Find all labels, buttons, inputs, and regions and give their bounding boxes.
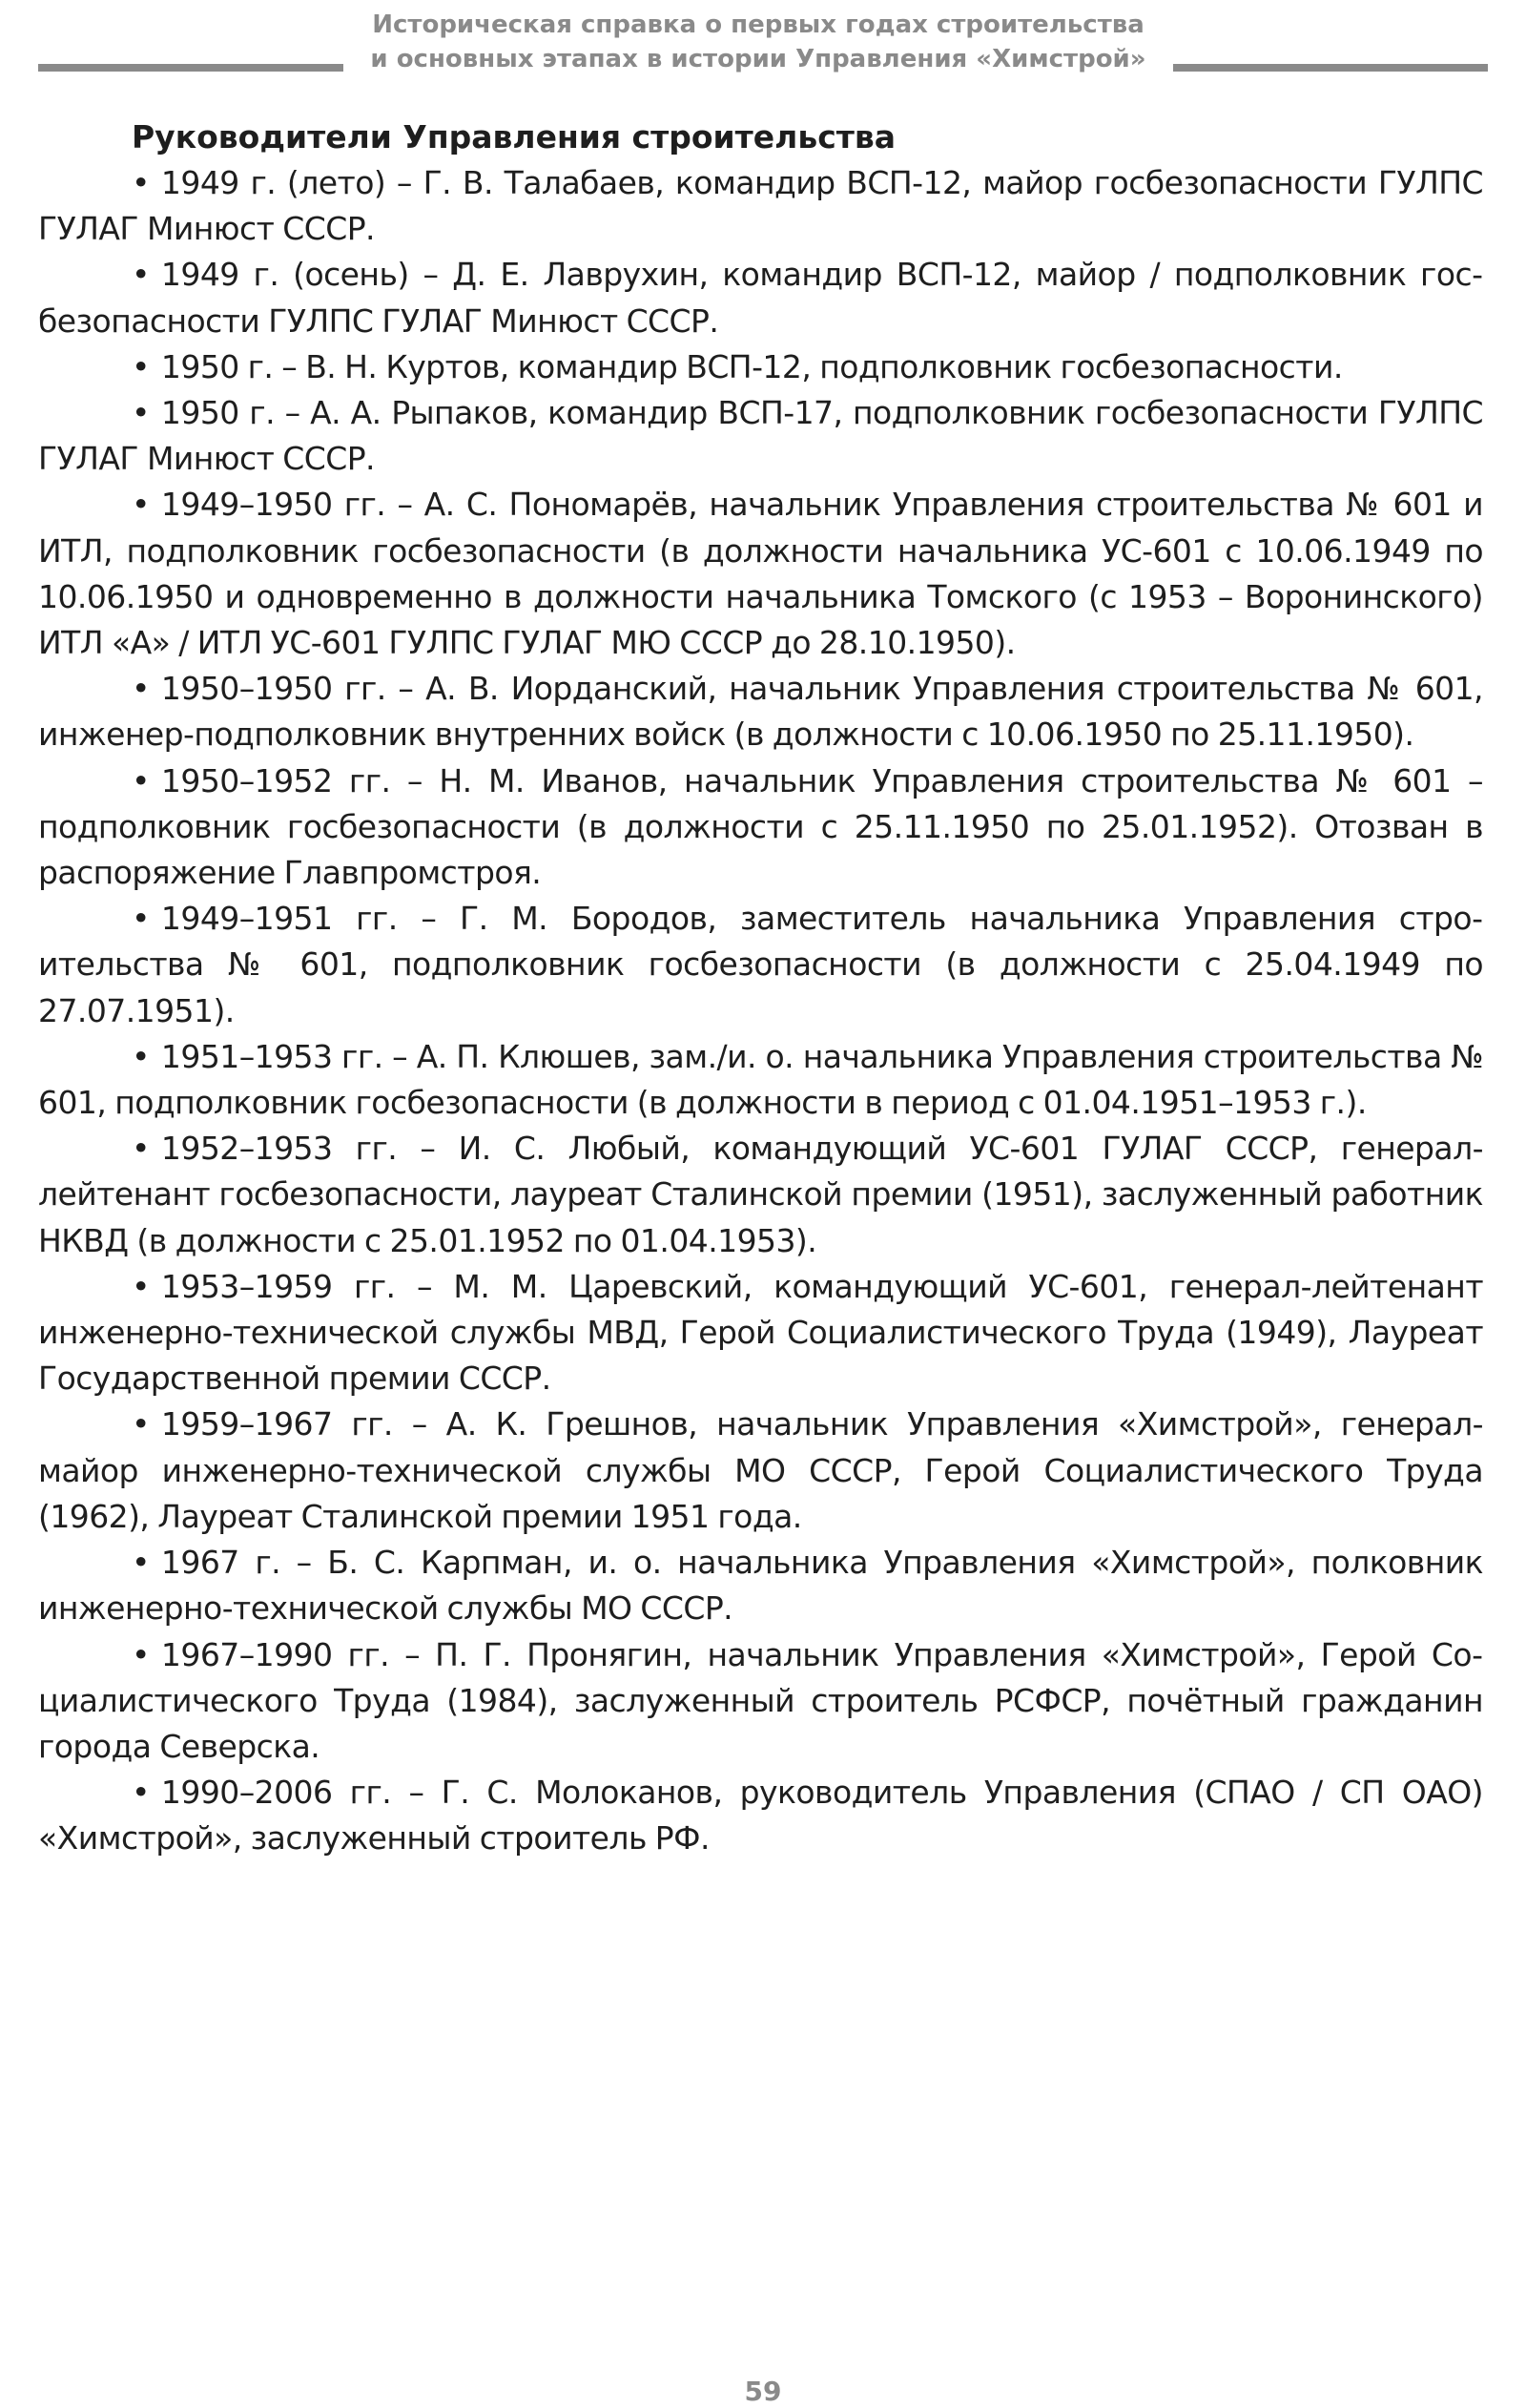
bullet: • <box>132 1130 150 1168</box>
bullet: • <box>132 670 150 708</box>
list-item <box>38 758 1483 897</box>
list-item <box>38 1034 1483 1126</box>
bullet: • <box>132 1774 150 1812</box>
header-line-1: Историческая справка о первых годах строительства <box>372 10 1144 39</box>
header-rule-right <box>1173 64 1488 72</box>
entry-text: 1950–1952 гг. – Н. М. Иванов, начальник Управления строительства № 601 – подполковник госбезопасности (в должности с 25.11.1950 по 25.01.1952). Отозван в распоряжение Главпромстроя. <box>38 761 1483 892</box>
list-item <box>38 1770 1483 1861</box>
running-header-title <box>343 8 1173 76</box>
list-item <box>38 1632 1483 1771</box>
entry-text: 1953–1959 гг. – М. М. Царевский, командующий УС-601, генерал-лейтенант инженерно-технической службы МВД, Герой Социалистического Труда (1949), Лауреат Государственной премии СССР. <box>38 1267 1483 1398</box>
entry-text: 1967–1990 гг. – П. Г. Пронягин, начальник Управления «Химстрой», Герой Социалистического Труда (1984), заслуженный строитель РСФСР, почётный гражданин города Северска. <box>38 1635 1483 1765</box>
list-item <box>38 252 1483 343</box>
entry-text: 1949 г. (лето) – Г. В. Талабаев, командир ВСП-12, майор госбезопасности ГУЛПС ГУЛАГ Минюст СССР. <box>38 164 1483 248</box>
entry-text: 1949–1950 гг. – А. С. Пономарёв, начальник Управления строительства № 601 и ИТЛ, подполковник госбезопасности (в должности начальника УС-601 с 10.06.1949 по 10.06.1950 и одновременно в должности начальника Томского (с 1953 – Воронинского) ИТЛ «А» / ИТЛ УС-601 ГУЛПС ГУЛАГ МЮ СССР до 28.10.1950). <box>38 486 1483 662</box>
list-item <box>38 666 1483 758</box>
list-item <box>38 390 1483 482</box>
list-item <box>38 1401 1483 1540</box>
entry-text: 1959–1967 гг. – А. К. Грешнов, начальник Управления «Химстрой», генерал-майор инженерно-технической службы МО СССР, Герой Социалистического Труда (1962), Лауреат Сталинской премии 1951 года. <box>38 1405 1483 1535</box>
bullet: • <box>132 164 150 201</box>
entry-text: 1950–1950 гг. – А. В. Иорданский, начальник Управления строительства № 601, инженер-подполковник внутренних войск (в должности с 10.06.1950 по 25.11.1950). <box>38 670 1483 754</box>
list-item <box>38 160 1483 252</box>
list-item <box>38 896 1483 1034</box>
bullet: • <box>132 347 150 385</box>
page-number: 59 <box>744 2376 782 2407</box>
section-title: Руководители Управления строительства <box>132 118 897 156</box>
list-item <box>38 482 1483 666</box>
running-header <box>38 8 1488 78</box>
list-item <box>38 1126 1483 1264</box>
list-item <box>38 1264 1483 1402</box>
bullet: • <box>132 1267 150 1305</box>
entry-text: 1951–1953 гг. – А. П. Клюшев, зам./и. о. начальника Управления строительства № 601, подполковник госбезопасности (в должности в период с 01.04.1951–1953 г.). <box>38 1037 1483 1122</box>
list-item <box>38 1540 1483 1631</box>
entry-text: 1949–1951 гг. – Г. М. Бородов, заместитель начальника Управления строительства № 601, подполковник госбезопасности (в должности с 25.04.1949 по 27.07.1951). <box>38 900 1483 1029</box>
bullet: • <box>132 256 150 294</box>
entry-text: 1949 г. (осень) – Д. Е. Лаврухин, командир ВСП-12, майор / подполковник госбезопасности ГУЛПС ГУЛАГ Минюст СССР. <box>38 256 1483 340</box>
header-rule-left <box>38 64 343 72</box>
header-line-2: и основных этапах в истории Управления «Химстрой» <box>370 45 1146 73</box>
bullet: • <box>132 394 150 432</box>
bullet: • <box>132 761 150 799</box>
entry-text: 1950 г. – В. Н. Куртов, командир ВСП-12, подполковник госбезопасности. <box>160 347 1343 385</box>
entry-text: 1952–1953 гг. – И. С. Любый, командующий УС-601 ГУЛАГ СССР, генерал-лейтенант госбезопасности, лауреат Сталинской премии (1951), заслуженный работник НКВД (в должности с 25.01.1952 по 01.04.1953). <box>38 1130 1483 1259</box>
page-content <box>38 114 1483 1862</box>
entry-text: 1990–2006 гг. – Г. С. Молоканов, руководитель Управления (СПАО / СП ОАО) «Химстрой», заслуженный строитель РФ. <box>38 1774 1483 1858</box>
bullet: • <box>132 486 150 524</box>
bullet: • <box>132 1037 150 1075</box>
bullet: • <box>132 1544 150 1582</box>
bullet: • <box>132 1635 150 1673</box>
bullet: • <box>132 900 150 938</box>
bullet: • <box>132 1405 150 1443</box>
list-item <box>38 344 1483 390</box>
entry-text: 1967 г. – Б. С. Карпман, и. о. начальника Управления «Химстрой», полковник инженерно-технической службы МО СССР. <box>38 1544 1483 1628</box>
entry-text: 1950 г. – А. А. Рыпаков, командир ВСП-17, подполковник госбезопасности ГУЛПС ГУЛАГ Минюст СССР. <box>38 394 1483 478</box>
leaders-list <box>38 160 1483 1862</box>
